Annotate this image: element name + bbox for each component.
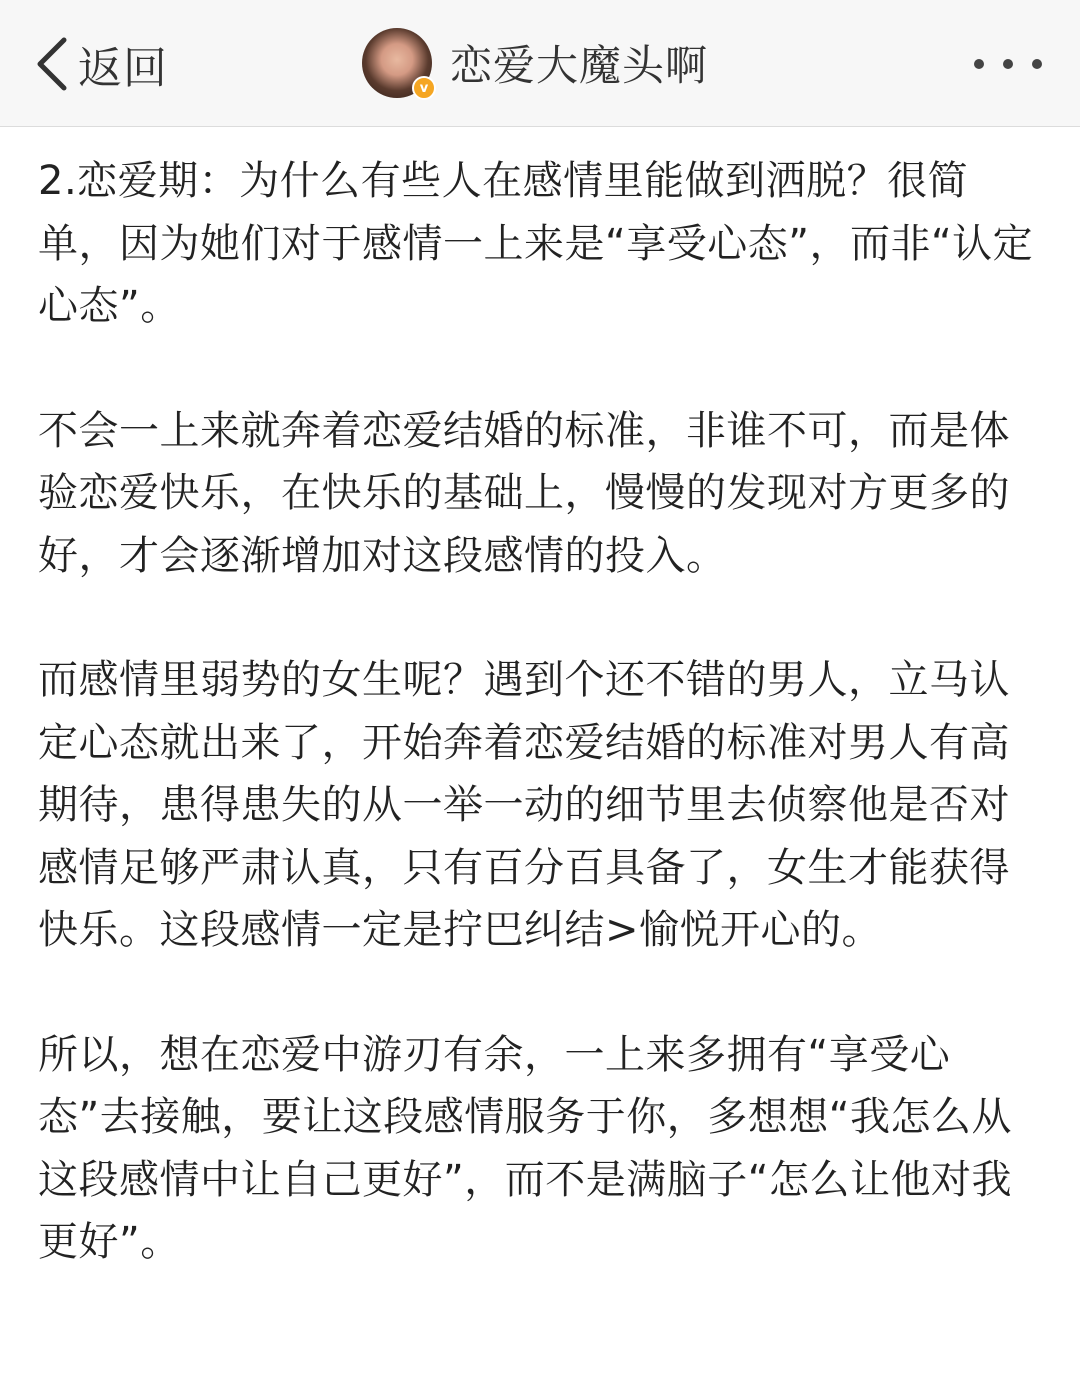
post-paragraph: 所以，想在恋爱中游刃有余，一上来多拥有“享受心态”去接触，要让这段感情服务于你，多想想“我怎么从这段感情中让自己更好”，而不是满脑子“怎么让他对我更好”。 <box>38 1031 1012 1265</box>
verified-badge-icon: v <box>412 76 436 100</box>
more-options-button[interactable] <box>974 44 1042 84</box>
post-paragraph: 不会一上来就奔着恋爱结婚的标准，非谁不可，而是体验恋爱快乐，在快乐的基础上，慢慢的发现对方更多的好，才会逐渐增加对这段感情的投入。 <box>38 407 1010 579</box>
chevron-left-icon <box>34 36 68 92</box>
username[interactable]: 恋爱大魔头啊 <box>450 41 709 90</box>
avatar[interactable] <box>362 28 432 98</box>
profile-header[interactable] <box>362 28 708 98</box>
back-button[interactable] <box>34 34 168 94</box>
post-content <box>38 150 1042 1336</box>
more-dot-icon <box>1003 59 1013 69</box>
more-dot-icon <box>1032 59 1042 69</box>
back-label: 返回 <box>78 43 168 94</box>
post-paragraph: 而感情里弱势的女生呢？遇到个还不错的男人，立马认定心态就出来了，开始奔着恋爱结婚的标准对男人有高期待，患得患失的从一举一动的细节里去侦察他是否对感情足够严肃认真，只有百分百具备了，女生才能获得快乐。这段感情一定是拧巴纠结>愉悦开心的。 <box>38 657 1010 953</box>
top-nav-bar <box>0 0 1080 127</box>
post-paragraph: 2.恋爱期：为什么有些人在感情里能做到洒脱？很简单，因为她们对于感情一上来是“享受心态”，而非“认定心态”。 <box>38 158 1034 329</box>
more-dot-icon <box>974 59 984 69</box>
